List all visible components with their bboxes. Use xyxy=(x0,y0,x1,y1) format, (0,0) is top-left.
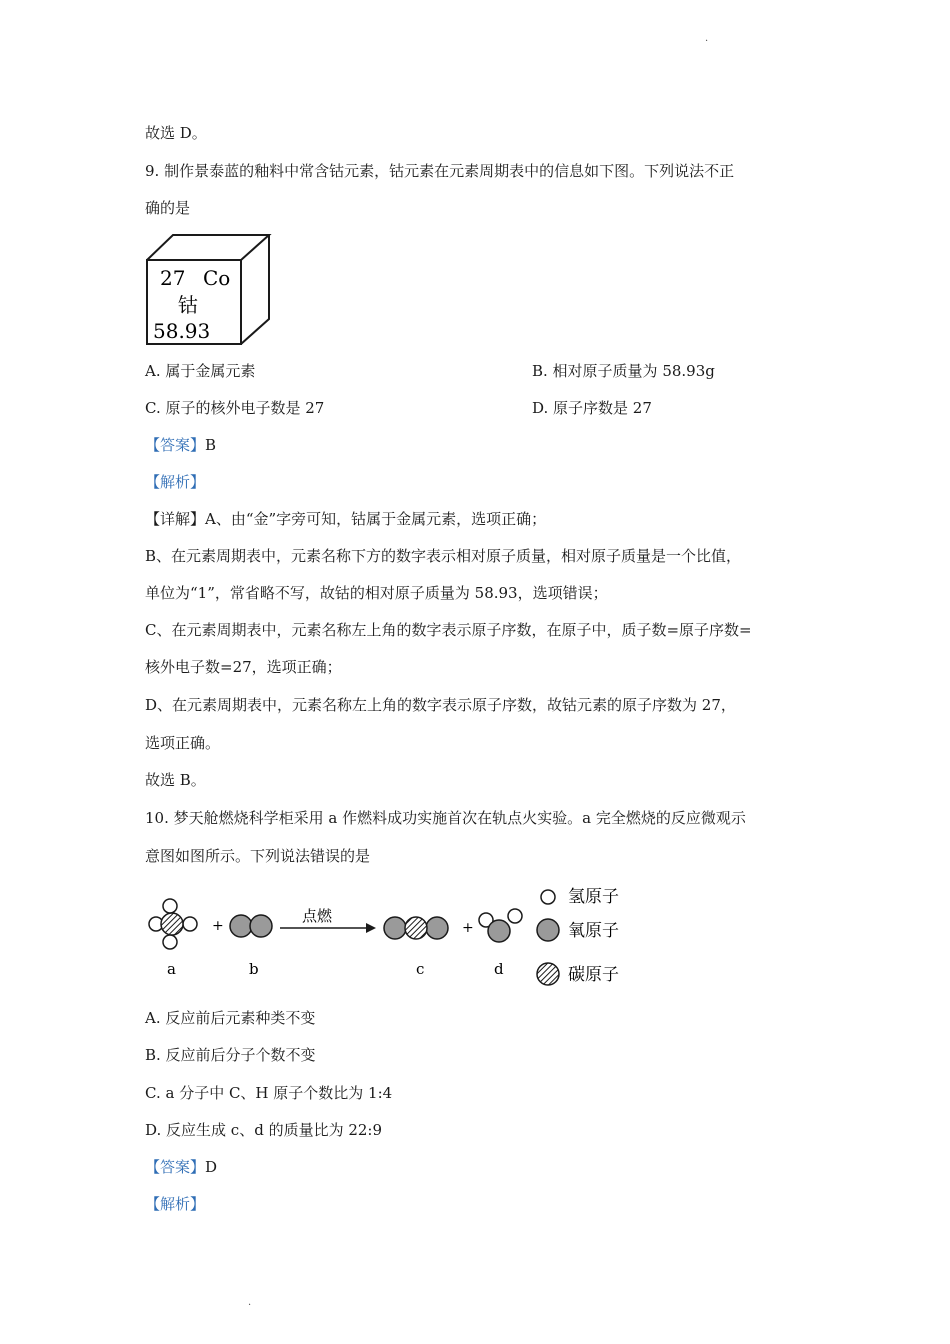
option-10b: B. 反应前后分子个数不变 xyxy=(145,1046,316,1064)
legend-oxygen-label: 氧原子 xyxy=(568,921,619,941)
detail-a: 【详解】A、由“金”字旁可知，钴属于金属元素，选项正确； xyxy=(145,510,547,528)
molecule-b xyxy=(230,915,272,937)
cube-side-face xyxy=(241,235,269,344)
cube-top-face xyxy=(147,235,269,260)
arrow-head-icon xyxy=(366,923,376,933)
question-10-stem: 10. 梦天舱燃烧科学柜采用 a 作燃料成功实施首次在轨点火实验。a 完全燃烧的反应微观示 xyxy=(145,809,746,827)
detail-c: C、在元素周期表中，元素名称左上角的数字表示原子序数，在原子中，质子数=原子序数= xyxy=(145,621,752,639)
label-d: d xyxy=(494,960,504,978)
option-9c: C. 原子的核外电子数是 27 xyxy=(145,399,325,417)
legend-carbon-icon xyxy=(537,963,559,985)
analysis-tag: 【解析】 xyxy=(145,1195,206,1213)
label-b: b xyxy=(249,960,259,978)
detail-b-cont: 单位为“1”，常省略不写，故钴的相对原子质量为 58.93，选项错误； xyxy=(145,584,608,602)
hydrogen-atom xyxy=(163,899,177,913)
conclusion-9: 故选 B。 xyxy=(145,771,206,789)
legend-hydrogen-icon xyxy=(541,890,555,904)
analysis-9 xyxy=(145,471,810,493)
text-line: 故选 D。 xyxy=(145,124,207,142)
analysis-10 xyxy=(145,1193,810,1215)
answer-9 xyxy=(145,434,810,456)
detail-d-cont: 选项正确。 xyxy=(145,734,221,752)
legend-carbon-label: 碳原子 xyxy=(568,965,619,985)
atomic-mass: 58.93 xyxy=(153,319,211,343)
answer-10 xyxy=(145,1156,810,1178)
oxygen-atom xyxy=(250,915,272,937)
oxygen-atom xyxy=(230,915,252,937)
molecule-c xyxy=(384,917,448,939)
legend-oxygen-icon xyxy=(537,919,559,941)
plus-sign: + xyxy=(462,920,474,936)
legend xyxy=(537,890,559,985)
label-c: c xyxy=(416,960,425,978)
question-9-stem-cont: 确的是 xyxy=(145,199,191,217)
page-mark-bottom: · xyxy=(248,1300,252,1311)
option-10a: A. 反应前后元素种类不变 xyxy=(145,1009,316,1027)
molecule-d xyxy=(479,909,522,942)
reaction-condition: 点燃 xyxy=(302,907,333,925)
hydrogen-atom xyxy=(508,909,522,923)
label-a: a xyxy=(167,960,176,978)
answer-value: D xyxy=(205,1158,218,1176)
answer-value: B xyxy=(205,436,217,454)
page-mark-top: · xyxy=(705,36,709,47)
hydrogen-atom xyxy=(183,917,197,931)
question-10-stem-cont: 意图如图所示。下列说法错误的是 xyxy=(145,847,371,865)
molecule-a xyxy=(149,899,197,949)
reaction-diagram xyxy=(140,878,640,988)
option-10c: C. a 分子中 C、H 原子个数比为 1:4 xyxy=(145,1084,393,1102)
element-symbol: Co xyxy=(203,266,231,290)
cobalt-element-figure xyxy=(143,230,278,350)
detail-c-cont: 核外电子数=27，选项正确； xyxy=(145,658,342,676)
atomic-number: 27 xyxy=(160,266,186,290)
option-9b: B. 相对原子质量为 58.93g xyxy=(532,362,715,380)
answer-tag: 【答案】 xyxy=(145,1158,206,1176)
detail-d: D、在元素周期表中，元素名称左上角的数字表示原子序数，故钴元素的原子序数为 27， xyxy=(145,696,736,714)
element-name: 钴 xyxy=(178,293,198,317)
option-10d: D. 反应生成 c、d 的质量比为 22:9 xyxy=(145,1121,383,1139)
plus-sign: + xyxy=(212,918,224,934)
option-9d: D. 原子序数是 27 xyxy=(532,399,652,417)
legend-hydrogen-label: 氢原子 xyxy=(568,887,619,907)
option-9a: A. 属于金属元素 xyxy=(145,362,256,380)
analysis-tag: 【解析】 xyxy=(145,473,206,491)
oxygen-atom xyxy=(384,917,406,939)
carbon-atom xyxy=(405,917,427,939)
detail-b: B、在元素周期表中，元素名称下方的数字表示相对原子质量，相对原子质量是一个比值， xyxy=(145,547,742,565)
oxygen-atom xyxy=(426,917,448,939)
hydrogen-atom xyxy=(163,935,177,949)
oxygen-atom xyxy=(488,920,510,942)
answer-tag: 【答案】 xyxy=(145,436,206,454)
carbon-atom xyxy=(161,913,183,935)
question-9-stem: 9. 制作景泰蓝的釉料中常含钴元素，钴元素在元素周期表中的信息如下图。下列说法不正 xyxy=(145,162,735,180)
